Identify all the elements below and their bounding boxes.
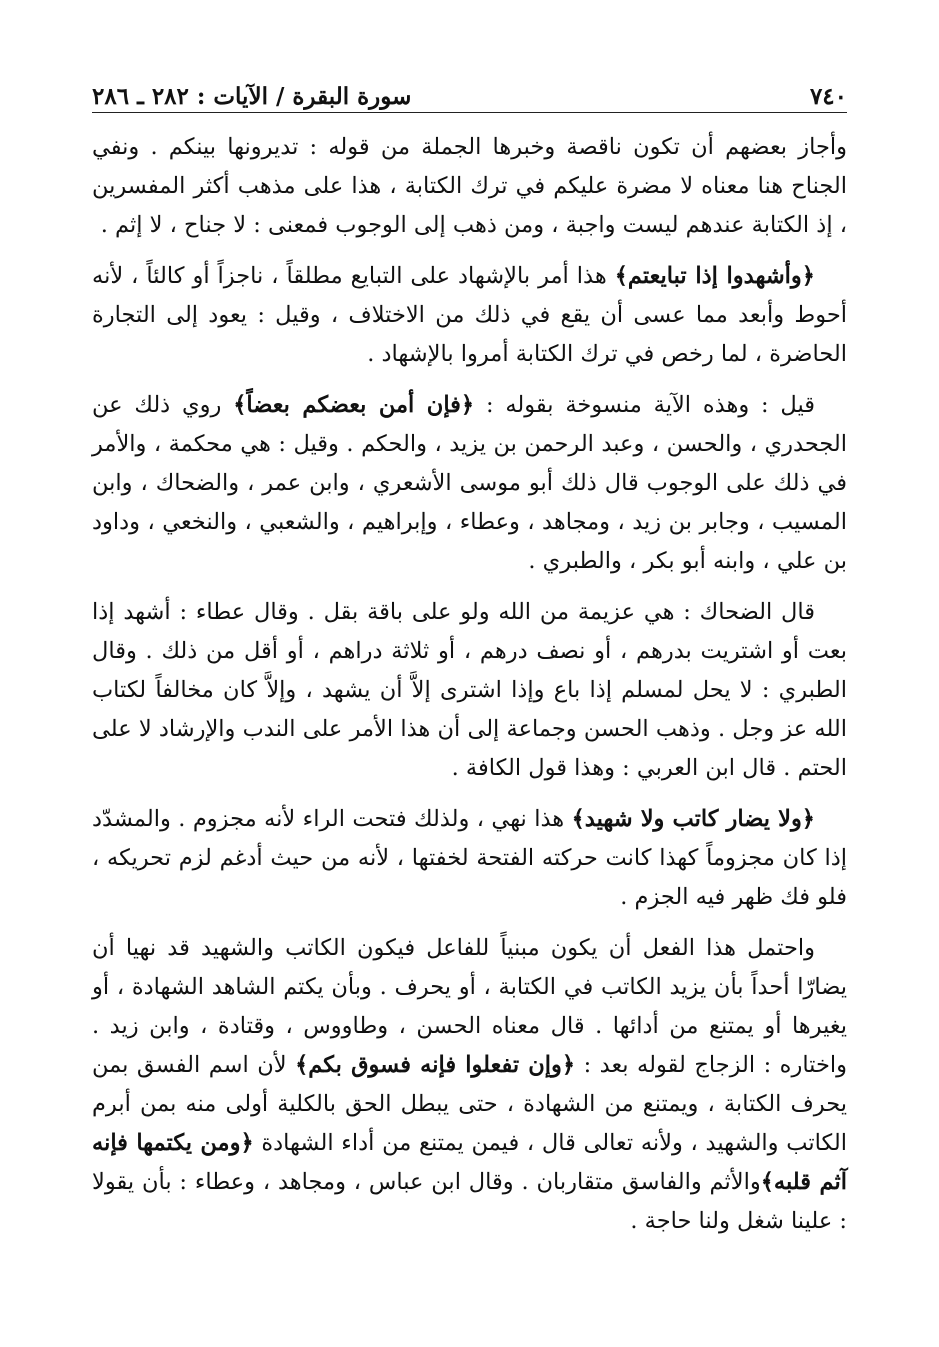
page-header xyxy=(92,70,847,113)
paragraph-text: واحتمل هذا الفعل أن يكون مبنياً للفاعل فيكون الكاتب والشهيد قد نهيا أن يضارّا أحداً بأن يزيد الكاتب في الكتابة ، أو يحرف . وبأن يكتم الشاهد الشهادة ، أو يغيرها أو يمتنع من أدائها . قال معناه الحسن ، وطاووس ، وقتادة ، وابن زيد . واختاره : الزجاج لقوله بعد : xyxy=(92,935,847,1078)
quran-quote: ﴿وإن تفعلوا فإنه فسوق بكم﴾ xyxy=(295,1052,576,1078)
paragraph-text: قيل : وهذه الآية منسوخة بقوله : xyxy=(474,392,815,418)
paragraph-3 xyxy=(92,386,847,581)
running-title: سورة البقرة / الآيات : ٢٨٢ ـ ٢٨٦ xyxy=(92,83,412,110)
quran-quote: ﴿وأشهدوا إذا تبايعتم﴾ xyxy=(614,263,815,289)
paragraph-text: والأثم والفاسق متقاربان . وقال ابن عباس ، ومجاهد ، وعطاء : بأن يقولا : علينا شغل ولنا حاجة . xyxy=(92,1169,847,1234)
quran-quote: ﴿ولا يضار كاتب ولا شهيد﴾ xyxy=(571,806,815,832)
paragraph-1 xyxy=(92,128,847,245)
paragraph-text: قال الضحاك : هي عزيمة من الله ولو على باقة بقل . وقال عطاء : أشهد إذا بعت أو اشتريت بدرهم ، أو نصف درهم ، أو ثلاثة دراهم ، أو أقل من ذلك . وقال الطبري : لا يحل لمسلم إذا باع وإذا اشترى إلاَّ أن يشهد ، وإلاَّ كان مخالفاً لكتاب الله عز وجل . وذهب الحسن وجماعة إلى أن هذا الأمر على الندب والإرشاد لا على الحتم . قال ابن العربي : وهذا قول الكافة . xyxy=(92,599,847,781)
paragraph-5 xyxy=(92,800,847,917)
quran-quote: ﴿ومن يكتمها فإنه آثم قلبه﴾ xyxy=(92,1130,848,1195)
paragraph-text: هذا نهي ، ولذلك فتحت الراء لأنه مجزوم . والمشدّد إذا كان مجزوماً كهذا كانت حركته الفتحة لخفتها ، لأنه من حيث أدغم لزم تحريكه ، فلو فك ظهر فيه الجزم . xyxy=(92,806,847,910)
paragraph-4 xyxy=(92,593,847,788)
paragraph-text: روي ذلك عن الجحدري ، والحسن ، وعبد الرحمن بن يزيد ، والحكم . وقيل : هي محكمة ، والأمر في ذلك على الوجوب قال ذلك أبو موسى الأشعري ، وابن عمر ، والضحاك ، وابن المسيب ، وجابر بن زيد ، ومجاهد ، وعطاء ، وإبراهيم ، والشعبي ، والنخعي ، وداود بن علي ، وابنه أبو بكر ، والطبري . xyxy=(92,392,847,574)
paragraph-text: لأن اسم الفسق بمن يحرف الكتابة ، ويمتنع من الشهادة ، حتى يبطل الحق بالكلية أولى منه بمن أبرم الكاتب والشهيد ، ولأنه تعالى قال ، فيمن يمتنع من أداء الشهادة xyxy=(92,1052,847,1156)
paragraph-text: وأجاز بعضهم أن تكون ناقصة وخبرها الجملة من قوله : تديرونها بينكم . ونفي الجناح هنا معناه لا مضرة عليكم في ترك الكتابة ، هذا على مذهب أكثر المفسرين ، إذ الكتابة عندهم ليست واجبة ، ومن ذهب إلى الوجوب فمعنى : لا جناح ، لا إثم . xyxy=(92,134,847,238)
body-text xyxy=(92,128,847,1253)
paragraph-text: هذا أمر بالإشهاد على التبايع مطلقاً ، ناجزاً أو كالئاً ، لأنه أحوط وأبعد مما عسى أن يقع في ذلك من الاختلاف ، وقيل : يعود إلى التجارة الحاضرة ، لما رخص في ترك الكتابة أمروا بالإشهاد . xyxy=(92,263,847,367)
quran-quote: ﴿فإن أمن بعضكم بعضاً﴾ xyxy=(233,392,475,418)
paragraph-2 xyxy=(92,257,847,374)
paragraph-6 xyxy=(92,929,847,1241)
page-number: ٧٤٠ xyxy=(809,83,847,110)
